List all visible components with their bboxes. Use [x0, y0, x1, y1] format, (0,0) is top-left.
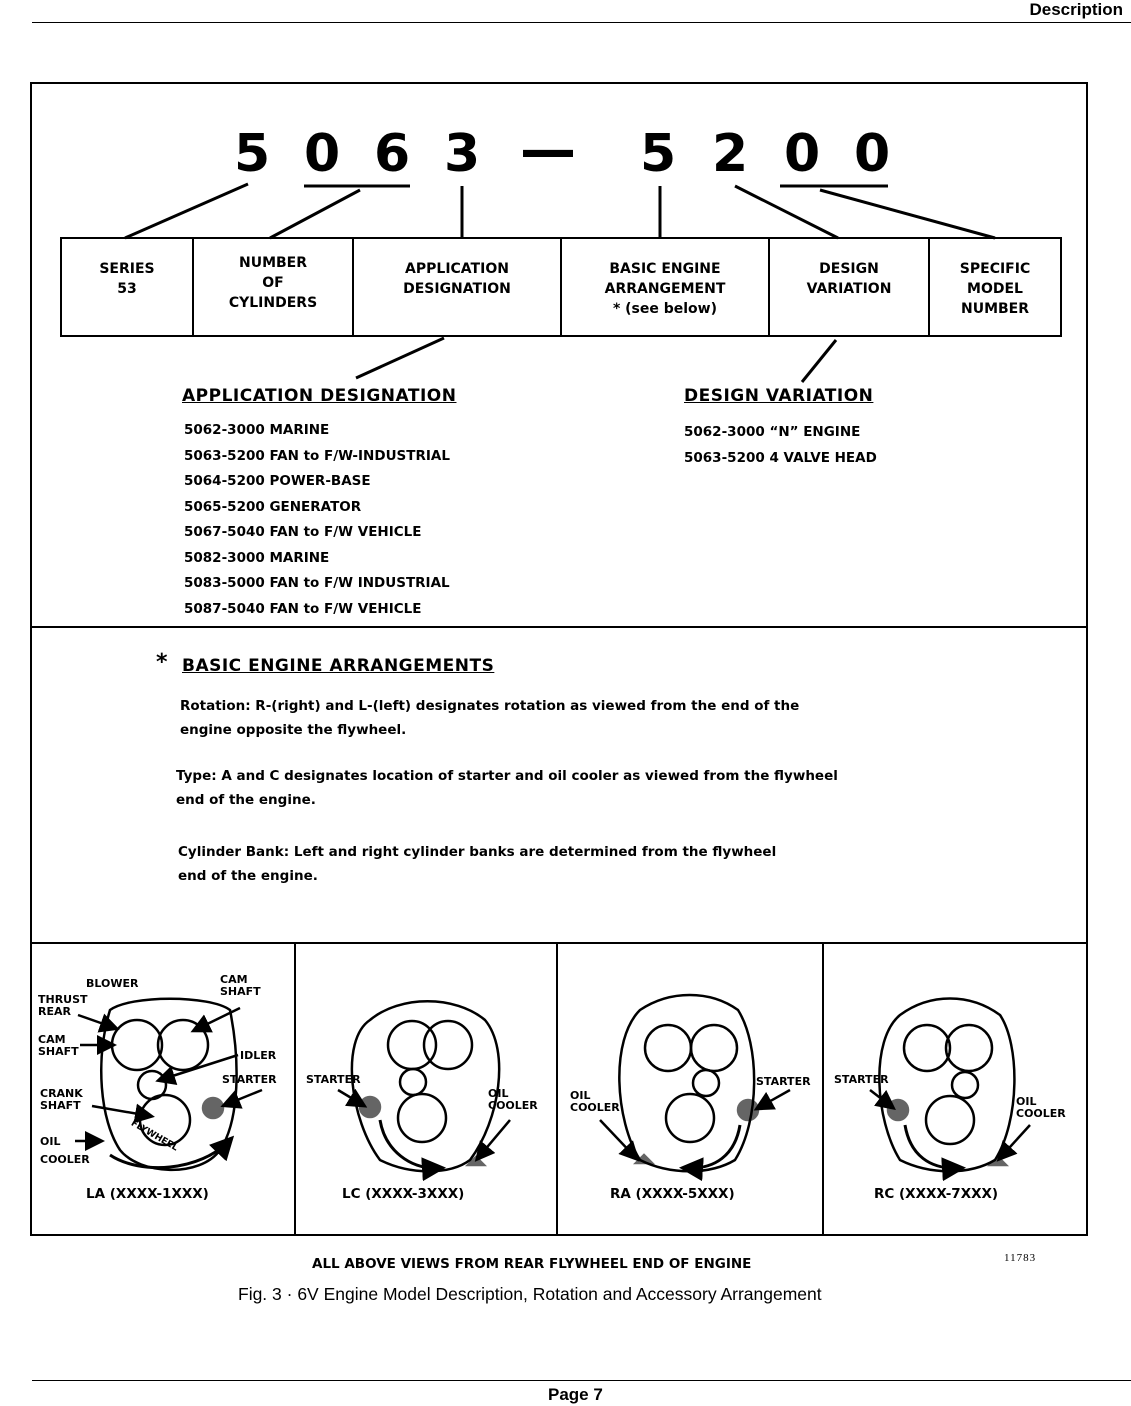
- callout-blower: BLOWER: [86, 977, 139, 990]
- model-dash: —: [520, 118, 577, 183]
- footer-rule: [32, 1380, 1131, 1381]
- design-variation-title: DESIGN VARIATION: [684, 386, 874, 406]
- model-digit-2: 0: [304, 124, 342, 184]
- list-item: 5087-5040 FAN to F/W VEHICLE: [184, 600, 422, 617]
- callout-thrust-rear: THRUST REAR: [38, 993, 88, 1018]
- callout-oil-cooler: OIL COOLER: [570, 1089, 620, 1114]
- list-item: 5063-5200 4 VALVE HEAD: [684, 449, 877, 466]
- callout-starter: STARTER: [306, 1073, 361, 1086]
- application-designation-title: APPLICATION DESIGNATION: [182, 386, 457, 406]
- callout-oil: OIL: [40, 1135, 61, 1148]
- callout-starter: STARTER: [756, 1075, 811, 1088]
- figure-note: ALL ABOVE VIEWS FROM REAR FLYWHEEL END OF ENGINE: [312, 1256, 752, 1272]
- box-application-designation: APPLICATION DESIGNATION: [352, 237, 562, 337]
- list-item: 5067-5040 FAN to F/W VEHICLE: [184, 524, 422, 540]
- page-number: Page 7: [548, 1385, 603, 1404]
- bullet-asterisk: *: [156, 650, 168, 675]
- engine-label-la: LA (XXXX-1XXX): [86, 1186, 209, 1202]
- callout-cooler: COOLER: [40, 1153, 90, 1166]
- model-digit-3: 6: [374, 124, 412, 184]
- callout-flywheel: FLYWHEEL: [129, 1118, 180, 1154]
- cylinder-bank-paragraph: Cylinder Bank: Left and right cylinder banks are determined from the flywheel end of the engine.: [178, 844, 777, 884]
- engine-view-rc: [870, 999, 1030, 1172]
- list-item: 5063-5200 FAN to F/W-INDUSTRIAL: [184, 447, 450, 464]
- callout-oil-cooler: OIL COOLER: [1016, 1095, 1066, 1120]
- engine-label-rc: RC (XXXX-7XXX): [874, 1186, 999, 1202]
- callout-crank-shaft: CRANK SHAFT: [40, 1087, 83, 1112]
- figure-number: 11783: [1004, 1252, 1037, 1264]
- model-digit-1: 5: [234, 124, 272, 184]
- engine-view-lc: [338, 1001, 510, 1171]
- callout-cam-shaft-left: CAM SHAFT: [38, 1033, 79, 1058]
- model-digit-7: 0: [784, 124, 822, 184]
- model-digit-6: 2: [712, 124, 750, 184]
- box-design-variation: DESIGN VARIATION: [768, 237, 930, 337]
- callout-oil-cooler: OIL COOLER: [488, 1087, 538, 1112]
- engine-label-lc: LC (XXXX-3XXX): [342, 1186, 465, 1202]
- engine-label-ra: RA (XXXX-5XXX): [610, 1186, 735, 1202]
- list-item: 5064-5200 POWER-BASE: [184, 473, 371, 489]
- basic-engine-title: BASIC ENGINE ARRANGEMENTS: [182, 656, 495, 676]
- list-item: 5082-3000 MARINE: [184, 549, 330, 566]
- list-item: 5083-5000 FAN to F/W INDUSTRIAL: [184, 575, 450, 591]
- model-digit-8: 0: [854, 124, 892, 184]
- figure-caption: Fig. 3 · 6V Engine Model Description, Rotation and Accessory Arrangement: [238, 1284, 822, 1304]
- callout-starter: STARTER: [222, 1073, 277, 1086]
- box-number-of-cylinders: NUMBER OF CYLINDERS: [192, 237, 354, 337]
- section-header: Description: [1029, 0, 1123, 19]
- list-item: 5062-3000 MARINE: [184, 422, 330, 438]
- model-digit-5: 5: [640, 124, 678, 184]
- box-series: SERIES 53: [60, 237, 194, 337]
- callout-idler: IDLER: [240, 1049, 277, 1062]
- callout-starter: STARTER: [834, 1073, 889, 1086]
- callout-cam-shaft-right: CAM SHAFT: [220, 973, 261, 998]
- rotation-paragraph: Rotation: R-(right) and L-(left) designates rotation as viewed from the end of the engine opposite the flywheel.: [180, 698, 800, 738]
- model-digit-4: 3: [444, 124, 482, 184]
- type-paragraph: Type: A and C designates location of starter and oil cooler as viewed from the flywheel end of the engine.: [176, 768, 838, 808]
- box-basic-engine-arrangement: BASIC ENGINE ARRANGEMENT * (see below): [560, 237, 770, 337]
- list-item: 5065-5200 GENERATOR: [184, 498, 362, 515]
- box-specific-model-number: SPECIFIC MODEL NUMBER: [928, 237, 1062, 337]
- list-item: 5062-3000 “N” ENGINE: [684, 424, 861, 440]
